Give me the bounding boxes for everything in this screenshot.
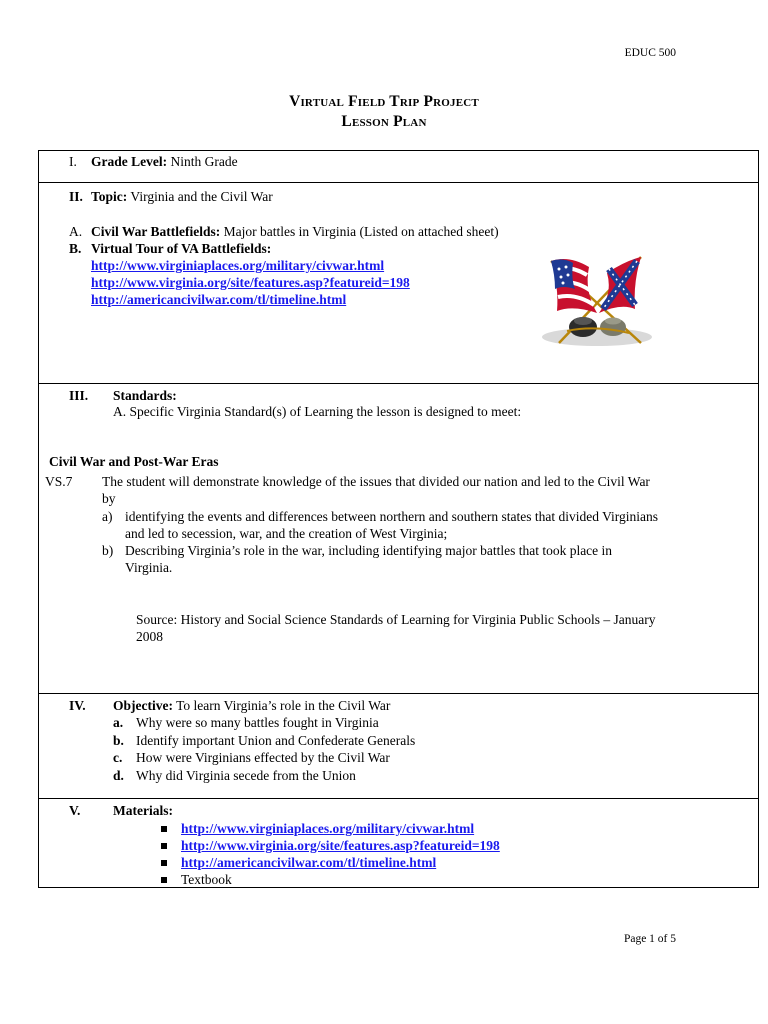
section-number: II. <box>69 189 83 204</box>
standard-item-a-line-1: identifying the events and differences between northern and southern states that divided Virginians <box>125 509 659 524</box>
standard-statement-line-1: The student will demonstrate knowledge of the issues that divided our nation and led to the Civil War <box>102 474 650 489</box>
link-virginia-org[interactable]: http://www.virginia.org/site/features.asp?featureid=198 <box>91 275 410 290</box>
course-code: EDUC 500 <box>624 47 676 59</box>
standards-label: Standards: <box>113 388 177 403</box>
objective-item: Why did Virginia secede from the Union <box>136 768 356 783</box>
standard-item-a-line-2: and led to secession, war, and the creation of West Virginia; <box>125 526 448 541</box>
title-line-2: Lesson Plan <box>341 113 427 130</box>
objective-value: To learn Virginia’s role in the Civil War <box>176 698 391 713</box>
source-line-1: Source: History and Social Science Standards of Learning for Virginia Public Schools – January <box>136 612 656 627</box>
section-number: III. <box>69 388 89 403</box>
objective-item: How were Virginians effected by the Civil War <box>136 750 390 765</box>
section-topic <box>38 182 759 384</box>
objective-item: Why were so many battles fought in Virginia <box>136 715 379 730</box>
section-number: IV. <box>69 698 86 713</box>
item-marker: a) <box>102 509 113 524</box>
standard-code: VS.7 <box>45 474 73 489</box>
standard-statement-line-2: by <box>102 491 116 506</box>
page-number: Page 1 of 5 <box>623 933 676 945</box>
material-link-americancivilwar[interactable]: http://americancivilwar.com/tl/timeline.html <box>181 855 437 870</box>
crossed-flags-image <box>529 251 659 351</box>
material-link-virginia-org[interactable]: http://www.virginia.org/site/features.asp?featureid=198 <box>181 838 500 853</box>
section-number: I. <box>69 154 77 169</box>
bullet-icon <box>161 877 167 883</box>
battlefields-text: Major battles in Virginia (Listed on attached sheet) <box>223 224 499 239</box>
battlefields-label: Civil War Battlefields: <box>91 224 221 239</box>
bullet-icon <box>161 826 167 832</box>
link-virginiaplaces[interactable]: http://www.virginiaplaces.org/military/civwar.html <box>91 258 385 273</box>
objective-label: Objective: <box>113 698 173 713</box>
standards-intro: A. Specific Virginia Standard(s) of Learning the lesson is designed to meet: <box>113 404 522 419</box>
section-grade-level <box>38 150 759 183</box>
item-marker: d. <box>113 768 124 783</box>
section-materials <box>38 798 759 888</box>
item-marker: B. <box>69 241 82 256</box>
standard-item-b-line-2: Virginia. <box>125 560 173 575</box>
era-heading: Civil War and Post-War Eras <box>49 454 219 469</box>
item-marker: b) <box>102 543 114 558</box>
document-title <box>0 92 768 132</box>
grade-level-value: Ninth Grade <box>170 154 238 169</box>
grade-level-label: Grade Level: <box>91 154 168 169</box>
topic-label: Topic: <box>91 189 128 204</box>
virtual-tour-label: Virtual Tour of VA Battlefields: <box>91 241 272 256</box>
material-textbook: Textbook <box>181 872 232 887</box>
source-line-2: 2008 <box>136 629 163 644</box>
item-marker: b. <box>113 733 124 748</box>
link-americancivilwar[interactable]: http://americancivilwar.com/tl/timeline.html <box>91 292 347 307</box>
section-number: V. <box>69 803 81 818</box>
item-marker: c. <box>113 750 123 765</box>
section-objective <box>38 693 759 799</box>
title-line-1: Virtual Field Trip Project <box>289 93 479 110</box>
section-standards <box>38 383 759 694</box>
bullet-icon <box>161 843 167 849</box>
item-marker: a. <box>113 715 124 730</box>
objective-item: Identify important Union and Confederate Generals <box>136 733 416 748</box>
item-marker: A. <box>69 224 83 239</box>
bullet-icon <box>161 860 167 866</box>
material-link-virginiaplaces[interactable]: http://www.virginiaplaces.org/military/civwar.html <box>181 821 475 836</box>
topic-value: Virginia and the Civil War <box>130 189 273 204</box>
materials-label: Materials: <box>113 803 173 818</box>
standard-item-b-line-1: Describing Virginia’s role in the war, including identifying major battles that took place in <box>125 543 613 558</box>
